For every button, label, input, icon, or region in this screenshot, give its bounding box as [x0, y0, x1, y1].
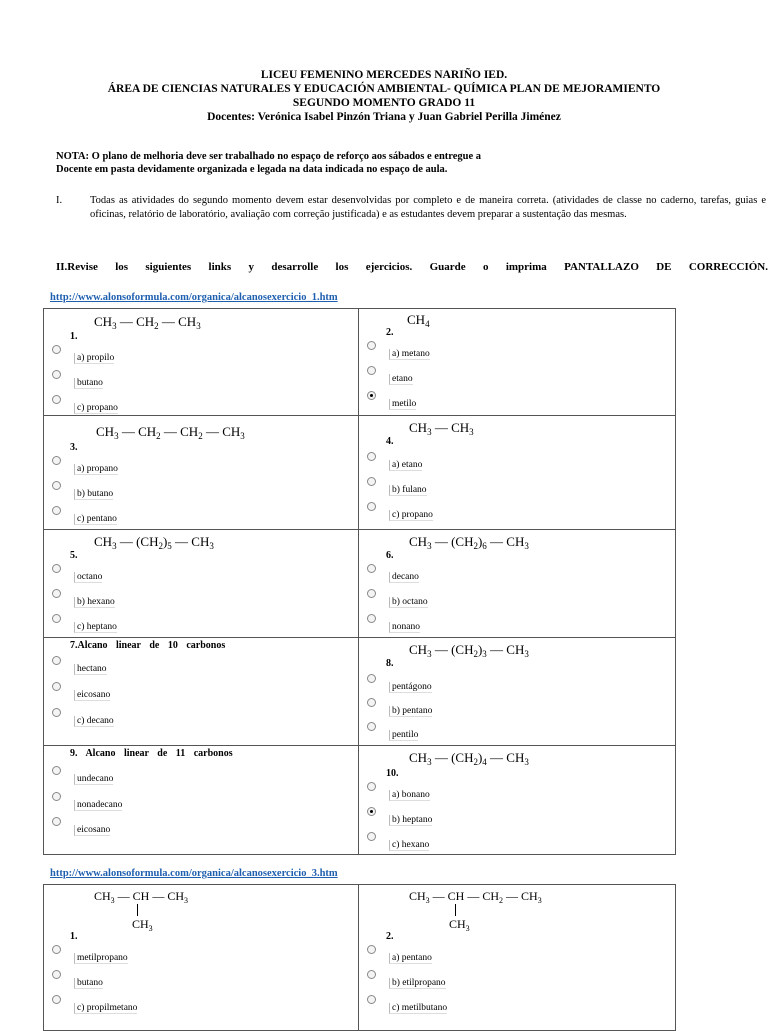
question-title: 7.Alcano linear de 10 carbonos [70, 640, 226, 651]
radio-button[interactable] [367, 782, 376, 791]
option-label: a) metano [389, 349, 430, 360]
formula-branch: $CH_3$ [449, 917, 470, 933]
option-label: undecano [74, 774, 113, 785]
option[interactable] [367, 587, 667, 611]
option-label: b) etilpropano [389, 978, 446, 989]
question-number: 2. [386, 931, 394, 942]
radio-button[interactable] [52, 614, 61, 623]
question-cell-10 [359, 746, 676, 855]
radio-button[interactable] [367, 614, 376, 623]
option[interactable] [52, 454, 352, 478]
option-label: b) pentano [389, 706, 432, 717]
question-cell-2 [359, 309, 676, 416]
option[interactable] [367, 830, 667, 854]
option-label: a) propilo [74, 353, 114, 364]
radio-button[interactable] [367, 945, 376, 954]
radio-button[interactable] [52, 995, 61, 1004]
radio-button[interactable] [52, 766, 61, 775]
question-number: 8. [386, 658, 394, 669]
option-label: c) propilmetano [74, 1003, 137, 1014]
formula: $CH_3$ — $(CH_2)_4$ — $CH_3$ [409, 750, 529, 767]
exercise-table-2 [43, 884, 676, 1031]
option[interactable] [367, 389, 667, 413]
option-label: nonadecano [74, 800, 122, 811]
question-cell-8 [359, 638, 676, 746]
radio-button[interactable] [367, 970, 376, 979]
radio-button[interactable] [52, 506, 61, 515]
radio-button-selected[interactable] [367, 391, 376, 400]
option-label: pentilo [389, 730, 418, 741]
radio-button[interactable] [52, 481, 61, 490]
radio-button[interactable] [52, 817, 61, 826]
option-label: pentágono [389, 682, 432, 693]
option[interactable] [367, 562, 667, 586]
option[interactable] [52, 943, 352, 967]
formula: $CH_3$ — $(CH_2)_5$ — $CH_3$ [94, 534, 214, 551]
option[interactable] [52, 680, 352, 704]
option-label: c) pentano [74, 514, 117, 525]
option[interactable] [367, 696, 667, 720]
option-label: c) decano [74, 716, 114, 727]
question-cell-3 [44, 416, 359, 530]
question-number: 1. [70, 331, 78, 342]
formula: $CH_3$ — $CH_2$ — $CH_2$ — $CH_3$ [96, 424, 245, 441]
section-two-text: II.Revise los siguientes links y desarrolle los ejercicios. Guarde o imprima PANTALLAZO DE CORRECCIÓN. [56, 261, 768, 273]
bond-line [137, 904, 138, 916]
radio-button[interactable] [367, 698, 376, 707]
option-label: eicosano [74, 690, 110, 701]
exercise-link-1[interactable]: http://www.alonsoformula.com/organica/alcanosexercicio_1.htm [50, 292, 338, 303]
note-line-1: NOTA: O plano de melhoria deve ser trabalhado no espaço de reforço aos sábados e entregue a [56, 151, 482, 162]
teachers-line: Docentes: Verónica Isabel Pinzón Triana y Juan Gabriel Perilla Jiménez [207, 111, 561, 123]
option[interactable] [52, 654, 352, 678]
radio-button[interactable] [52, 682, 61, 691]
radio-button[interactable] [52, 456, 61, 465]
option[interactable] [367, 780, 667, 804]
exercise-link-2[interactable]: http://www.alonsoformula.com/organica/alcanosexercicio_3.htm [50, 868, 338, 879]
option[interactable] [367, 612, 667, 636]
question-number: 6. [386, 550, 394, 561]
exercise-table-1 [43, 308, 676, 855]
question-cell-7 [44, 638, 359, 746]
question-number: 5. [70, 550, 78, 561]
option-label: nonano [389, 622, 420, 633]
option-label: decano [389, 572, 419, 583]
radio-button[interactable] [367, 722, 376, 731]
branched-question-cell-1 [44, 885, 359, 1031]
option[interactable] [52, 764, 352, 788]
option[interactable] [52, 562, 352, 586]
option[interactable] [52, 343, 352, 367]
question-number: 2. [386, 327, 394, 338]
option[interactable] [367, 993, 667, 1017]
question-number: 3. [70, 442, 78, 453]
option[interactable] [367, 450, 667, 474]
option-label: a) pentano [389, 953, 432, 964]
radio-button[interactable] [52, 370, 61, 379]
option-label: etano [389, 374, 413, 385]
option-label: butano [74, 978, 103, 989]
option-label: a) etano [389, 460, 422, 471]
radio-button-selected[interactable] [367, 807, 376, 816]
formula: $CH_3$ — $(CH_2)_3$ — $CH_3$ [409, 642, 529, 659]
option-label: b) octano [389, 597, 428, 608]
radio-button[interactable] [52, 395, 61, 404]
question-cell-6 [359, 530, 676, 638]
radio-button[interactable] [367, 995, 376, 1004]
option[interactable] [367, 364, 667, 388]
question-number: 4. [386, 436, 394, 447]
radio-button[interactable] [367, 477, 376, 486]
radio-button[interactable] [367, 832, 376, 841]
radio-button[interactable] [52, 589, 61, 598]
option-label: c) propano [389, 510, 433, 521]
question-cell-1 [44, 309, 359, 416]
bond-line [455, 904, 456, 916]
option[interactable] [367, 339, 667, 363]
radio-button[interactable] [367, 366, 376, 375]
radio-button[interactable] [367, 452, 376, 461]
option[interactable] [52, 504, 352, 528]
formula: $CH_3$ — CH — $CH_3$ [94, 889, 189, 905]
option[interactable] [367, 720, 667, 744]
option-label: butano [74, 378, 103, 389]
option[interactable] [52, 815, 352, 839]
option[interactable] [52, 790, 352, 814]
school-name: LICEU FEMENINO MERCEDES NARIÑO IED. [260, 69, 508, 81]
option[interactable] [52, 706, 352, 730]
formula: $CH_3$ — CH — $CH_2$ — $CH_3$ [409, 889, 542, 905]
question-number: 10. [386, 768, 399, 779]
section-one [56, 194, 766, 222]
option-label: b) butano [74, 489, 113, 500]
question-cell-5 [44, 530, 359, 638]
option-label: c) propano [74, 403, 118, 414]
option-label: c) metilbutano [389, 1003, 447, 1014]
formula: $CH_4$ [407, 312, 430, 329]
option[interactable] [367, 943, 667, 967]
option[interactable] [52, 993, 352, 1017]
formula: $CH_3$ — $(CH_2)_6$ — $CH_3$ [409, 534, 529, 551]
formula-branch: $CH_3$ [132, 917, 153, 933]
option[interactable] [52, 968, 352, 992]
option-label: c) heptano [74, 622, 117, 633]
radio-button[interactable] [367, 341, 376, 350]
option-label: metilpropano [74, 953, 128, 964]
radio-button[interactable] [367, 589, 376, 598]
option[interactable] [52, 479, 352, 503]
branched-question-cell-2 [359, 885, 676, 1031]
option-label: octano [74, 572, 102, 583]
section-one-number: I. [56, 195, 63, 206]
option[interactable] [367, 968, 667, 992]
grade-title: SEGUNDO MOMENTO GRADO 11 [292, 97, 476, 109]
radio-button[interactable] [52, 945, 61, 954]
note-line-2: Docente em pasta devidamente organizada e legada na data indicada no espaço de aula. [56, 164, 448, 175]
option[interactable] [367, 672, 667, 696]
question-cell-4 [359, 416, 676, 530]
question-cell-9 [44, 746, 359, 855]
option-label: a) bonano [389, 790, 430, 801]
option[interactable] [367, 805, 667, 829]
radio-button[interactable] [52, 345, 61, 354]
question-number: 1. [70, 931, 78, 942]
option[interactable] [367, 500, 667, 524]
question-title: 9. Alcano linear de 11 carbonos [70, 748, 233, 759]
option-label: c) hexano [389, 840, 429, 851]
option-label: hectano [74, 664, 107, 675]
option-label: eicosano [74, 825, 110, 836]
option-label: b) hexano [74, 597, 115, 608]
option[interactable] [367, 475, 667, 499]
department-title: ÁREA DE CIENCIAS NATURALES Y EDUCACIÓN AMBIENTAL- QUÍMICA PLAN DE MEJORAMIENTO [107, 83, 661, 95]
option[interactable] [52, 612, 352, 636]
radio-button[interactable] [367, 502, 376, 511]
radio-button[interactable] [52, 656, 61, 665]
option-label: a) propano [74, 464, 118, 475]
option[interactable] [52, 587, 352, 611]
radio-button[interactable] [52, 970, 61, 979]
radio-button[interactable] [367, 564, 376, 573]
formula: $CH_3$ — $CH_3$ [409, 420, 474, 437]
radio-button[interactable] [52, 708, 61, 717]
document-header [0, 68, 768, 124]
section-one-text: Todas as atividades do segundo momento devem estar desenvolvidas por completo e de maneira correta. (atividades de classe no caderno, tarefas, guias e oficinas, relatório de laboratório, avaliação com correção justificada) e as estudantes devem preparar a sustentação das mesmas. [90, 195, 766, 220]
option[interactable] [52, 393, 352, 417]
formula: $CH_3$ — $CH_2$ — $CH_3$ [94, 314, 201, 331]
option-label: metilo [389, 399, 416, 410]
radio-button[interactable] [367, 674, 376, 683]
radio-button[interactable] [52, 564, 61, 573]
option[interactable] [52, 368, 352, 392]
option-label: b) fulano [389, 485, 427, 496]
radio-button[interactable] [52, 792, 61, 801]
option-label: b) heptano [389, 815, 432, 826]
note-block [56, 150, 736, 176]
